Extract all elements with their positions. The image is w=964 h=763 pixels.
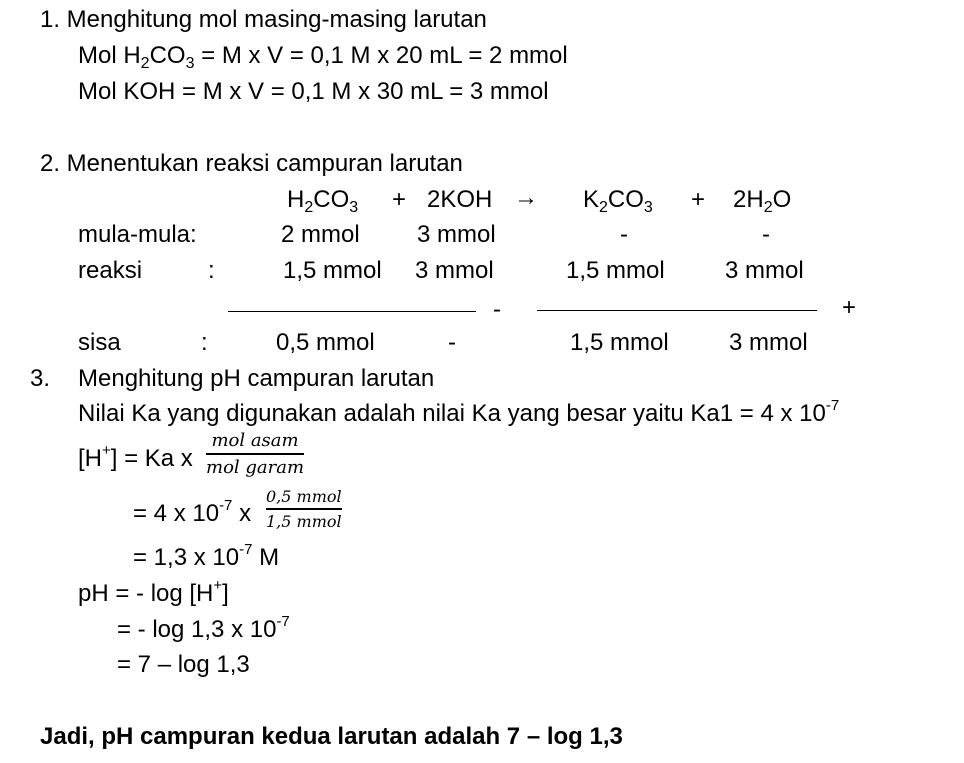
reaksi-h2o: 3 mmol — [725, 257, 804, 284]
ph-line-1: pH = - log [H+] — [78, 577, 229, 607]
mula-k2co3: - — [620, 221, 628, 248]
sisa-k2co3: 1,5 mmol — [570, 329, 669, 356]
reaksi-k2co3: 1,5 mmol — [566, 257, 665, 284]
reaksi-h2co3: 1,5 mmol — [283, 257, 382, 284]
mula-h2o: - — [762, 221, 770, 248]
row-sisa-label: sisa — [78, 329, 121, 356]
reaction-arrow: → — [514, 184, 538, 211]
fraction-mmol — [266, 486, 342, 534]
calc-line-2: = 1,3 x $10^{-7}$ M — [133, 541, 280, 571]
ph-line-2: = - log 1,3 x $10^{-7}$ — [117, 613, 290, 643]
row-reaksi-label: reaksi — [78, 257, 143, 284]
mula-koh: 3 mmol — [417, 221, 496, 248]
product-h2o: $2H_2O$ — [733, 186, 792, 216]
fraction-denominator: 1,5 mmol — [266, 511, 342, 531]
reaksi-koh: 3 mmol — [415, 257, 494, 284]
sisa-koh: - — [448, 329, 456, 356]
calc-line-1: = 4 x $10^{-7}$ x — [133, 497, 252, 527]
reactant-h2co3: $H_2CO_3$ — [287, 186, 359, 216]
row-sisa-colon: : — [201, 329, 208, 356]
plus-sign: + — [842, 294, 857, 321]
reactant-koh: 2KOH — [427, 186, 493, 213]
step1-heading: 1. Menghitung mol masing-masing larutan — [40, 6, 487, 33]
h-ion-equation: [H+] = Ka x — [78, 442, 193, 472]
step2-heading: 2. Menentukan reaksi campuran larutan — [40, 150, 463, 177]
row-reaksi-colon: : — [208, 257, 215, 284]
step1-line-koh: Mol KOH = M x V = 0,1 M x 30 mL = 3 mmol — [78, 78, 549, 105]
minus-sign: - — [493, 296, 501, 323]
product-sum-line — [537, 310, 817, 311]
equation-plus-2: + — [691, 186, 706, 213]
fraction-denominator: mol garam — [206, 456, 305, 478]
step3-number: 3. — [30, 365, 51, 392]
sisa-h2o: 3 mmol — [729, 329, 808, 356]
reactant-sum-line — [228, 311, 476, 312]
fraction-numerator: 0,5 mmol — [266, 487, 342, 506]
sisa-h2co3: 0,5 mmol — [276, 329, 375, 356]
row-mula-label: mula-mula: — [78, 221, 197, 248]
product-k2co3: $K_2CO_3$ — [583, 186, 653, 216]
ka-line: Nilai Ka yang digunakan adalah nilai Ka yang besar yaitu Ka1 = 4 x $10^{-7}$ — [78, 397, 840, 427]
equation-plus-1: + — [392, 186, 407, 213]
ph-line-3: = 7 – log 1,3 — [117, 651, 250, 678]
step3-heading: Menghitung pH campuran larutan — [78, 365, 435, 392]
step1-line-h2co3: Mol $H_2CO_3 = M$ x V = 0,1 M x 20 mL = 2 mmol — [78, 42, 568, 72]
fraction-mol-asam-garam — [206, 429, 304, 481]
fraction-numerator: mol asam — [211, 430, 299, 451]
conclusion: Jadi, pH campuran kedua larutan adalah 7 – log 1,3 — [40, 723, 623, 750]
mula-h2co3: 2 mmol — [281, 221, 360, 248]
